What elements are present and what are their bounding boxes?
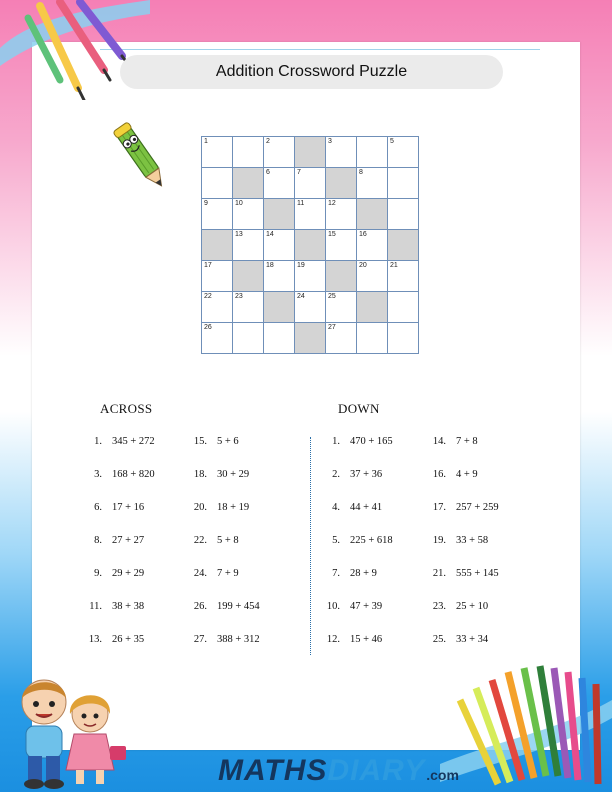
grid-cell[interactable]: [326, 292, 357, 323]
logo-part-maths: MATHS: [218, 754, 328, 787]
cell-number: 9: [204, 200, 208, 207]
cell-number: 24: [297, 293, 305, 300]
across-clue: [80, 469, 155, 480]
cell-number: 12: [328, 200, 336, 207]
cell-number: 19: [297, 262, 305, 269]
clue-number: 10.: [326, 601, 340, 612]
clue-number: 26.: [193, 601, 207, 612]
pencil-mascot-icon: [112, 118, 172, 200]
cell-number: 11: [297, 200, 305, 207]
across-clue: [185, 601, 260, 612]
grid-cell[interactable]: [357, 137, 388, 168]
cell-number: 14: [266, 231, 274, 238]
grid-cell[interactable]: [233, 292, 264, 323]
grid-cell[interactable]: [202, 168, 233, 199]
header-rule: [100, 49, 540, 50]
grid-cell-shaded: [326, 261, 357, 292]
down-clue: [318, 634, 382, 645]
cell-number: 26: [204, 324, 212, 331]
cell-number: 7: [297, 169, 301, 176]
grid-cell[interactable]: [264, 137, 295, 168]
down-clue: [318, 436, 393, 447]
cell-number: 17: [204, 262, 212, 269]
down-clue: [424, 469, 478, 480]
clue-expression: 27 + 27: [112, 535, 145, 546]
grid-cell[interactable]: [264, 261, 295, 292]
grid-cell[interactable]: [357, 168, 388, 199]
clue-number: 15.: [193, 436, 207, 447]
grid-cell[interactable]: [295, 168, 326, 199]
grid-cell[interactable]: [202, 292, 233, 323]
kids-illustration-icon: [6, 670, 134, 792]
grid-cell-shaded: [202, 230, 233, 261]
grid-cell[interactable]: [233, 137, 264, 168]
clue-expression: 257 + 259: [456, 502, 499, 513]
cell-number: 23: [235, 293, 243, 300]
cell-number: 15: [328, 231, 336, 238]
grid-cell-shaded: [233, 168, 264, 199]
grid-cell[interactable]: [202, 323, 233, 354]
grid-cell[interactable]: [326, 323, 357, 354]
down-clue: [424, 634, 488, 645]
grid-cell[interactable]: [326, 230, 357, 261]
cell-number: 21: [390, 262, 398, 269]
grid-cell[interactable]: [357, 261, 388, 292]
cell-number: 3: [328, 138, 332, 145]
grid-cell-shaded: [264, 199, 295, 230]
grid-cell-shaded: [295, 137, 326, 168]
clue-number: 1.: [94, 436, 102, 447]
cell-number: 6: [266, 169, 270, 176]
clue-expression: 25 + 10: [456, 601, 489, 612]
cell-number: 13: [235, 231, 243, 238]
cell-number: 22: [204, 293, 212, 300]
across-clue: [185, 436, 239, 447]
across-heading: ACROSS: [100, 401, 153, 416]
clue-number: 18.: [193, 469, 207, 480]
across-clue: [80, 634, 144, 645]
clue-number: 11.: [89, 601, 102, 612]
clue-number: 14.: [432, 436, 446, 447]
across-clue: [185, 535, 239, 546]
clue-expression: 44 + 41: [350, 502, 383, 513]
grid-cell[interactable]: [388, 199, 419, 230]
down-clue: [424, 436, 478, 447]
grid-cell-shaded: [357, 292, 388, 323]
grid-cell[interactable]: [357, 323, 388, 354]
clue-number: 21.: [432, 568, 446, 579]
cell-number: 16: [359, 231, 367, 238]
grid-cell-shaded: [233, 261, 264, 292]
clue-expression: 345 + 272: [112, 436, 155, 447]
clue-expression: 15 + 46: [350, 634, 383, 645]
clue-expression: 168 + 820: [112, 469, 155, 480]
clue-number: 9.: [94, 568, 102, 579]
grid-cell[interactable]: [357, 230, 388, 261]
clue-number: 5.: [332, 535, 340, 546]
clue-number: 19.: [432, 535, 446, 546]
grid-cell-shaded: [357, 199, 388, 230]
across-clue: [185, 634, 260, 645]
cell-number: 5: [390, 138, 394, 145]
clue-number: 27.: [193, 634, 207, 645]
grid-cell-shaded: [264, 292, 295, 323]
clue-expression: 470 + 165: [350, 436, 393, 447]
clue-number: 25.: [432, 634, 446, 645]
brand-logo: [218, 754, 459, 788]
cell-number: 10: [235, 200, 243, 207]
grid-cell[interactable]: [295, 199, 326, 230]
clue-expression: 388 + 312: [217, 634, 260, 645]
across-clue: [185, 568, 239, 579]
clue-number: 2.: [332, 469, 340, 480]
title-banner: [120, 55, 503, 89]
clue-expression: 38 + 38: [112, 601, 145, 612]
down-clue: [318, 568, 377, 579]
cell-number: 8: [359, 169, 363, 176]
clue-number: 24.: [193, 568, 207, 579]
down-clue: [318, 535, 393, 546]
cell-number: 27: [328, 324, 336, 331]
clue-number: 23.: [432, 601, 446, 612]
clue-number: 6.: [94, 502, 102, 513]
clue-expression: 33 + 34: [456, 634, 489, 645]
clue-expression: 7 + 8: [456, 436, 478, 447]
grid-cell[interactable]: [388, 168, 419, 199]
grid-cell[interactable]: [388, 261, 419, 292]
clue-number: 22.: [193, 535, 207, 546]
clue-expression: 4 + 9: [456, 469, 478, 480]
cell-number: 1: [204, 138, 208, 145]
down-clue: [424, 502, 499, 513]
page-title: Addition Crossword Puzzle: [215, 63, 408, 80]
across-clue: [185, 469, 249, 480]
clue-expression: 47 + 39: [350, 601, 383, 612]
across-clue: [80, 436, 155, 447]
clue-expression: 225 + 618: [350, 535, 393, 546]
grid-cell-shaded: [388, 230, 419, 261]
clue-expression: 199 + 454: [217, 601, 260, 612]
clue-expression: 29 + 29: [112, 568, 145, 579]
across-clue: [80, 601, 144, 612]
clue-expression: 17 + 16: [112, 502, 145, 513]
clue-expression: 18 + 19: [217, 502, 250, 513]
down-clue: [424, 568, 499, 579]
grid-cell-shaded: [295, 323, 326, 354]
down-clue: [424, 535, 488, 546]
across-clue: [80, 568, 144, 579]
clue-expression: 26 + 35: [112, 634, 145, 645]
crossword-grid: [201, 136, 419, 354]
cell-number: 2: [266, 138, 270, 145]
grid-cell[interactable]: [264, 230, 295, 261]
cell-number: 20: [359, 262, 367, 269]
grid-cell[interactable]: [295, 261, 326, 292]
cell-number: 18: [266, 262, 274, 269]
clue-number: 17.: [432, 502, 446, 513]
grid-cell[interactable]: [202, 199, 233, 230]
clue-expression: 7 + 9: [217, 568, 239, 579]
grid-cell[interactable]: [326, 199, 357, 230]
clue-expression: 28 + 9: [350, 568, 377, 579]
clue-number: 7.: [332, 568, 340, 579]
grid-cell[interactable]: [388, 323, 419, 354]
grid-cell[interactable]: [264, 323, 295, 354]
down-clue: [318, 469, 382, 480]
clue-expression: 5 + 8: [217, 535, 239, 546]
clue-number: 8.: [94, 535, 102, 546]
clue-number: 4.: [332, 502, 340, 513]
down-clue: [318, 502, 382, 513]
clue-expression: 33 + 58: [456, 535, 489, 546]
grid-cell[interactable]: [326, 137, 357, 168]
across-clue: [80, 535, 144, 546]
across-clue: [80, 502, 144, 513]
grid-cell[interactable]: [202, 261, 233, 292]
grid-cell[interactable]: [388, 137, 419, 168]
clue-number: 20.: [193, 502, 207, 513]
cell-number: 25: [328, 293, 336, 300]
down-heading: DOWN: [338, 401, 380, 416]
grid-cell[interactable]: [264, 168, 295, 199]
grid-cell[interactable]: [233, 323, 264, 354]
down-clue: [424, 601, 488, 612]
clue-number: 16.: [432, 469, 446, 480]
grid-cell[interactable]: [295, 292, 326, 323]
clue-expression: 30 + 29: [217, 469, 250, 480]
clue-expression: 37 + 36: [350, 469, 383, 480]
across-clue: [185, 502, 249, 513]
column-divider: [310, 437, 311, 655]
logo-part-com: .com: [426, 767, 459, 783]
grid-cell[interactable]: [388, 292, 419, 323]
clue-number: 1.: [332, 436, 340, 447]
logo-part-diary: DIARY: [327, 754, 426, 787]
grid-cell[interactable]: [233, 230, 264, 261]
grid-cell-shaded: [295, 230, 326, 261]
clue-expression: 555 + 145: [456, 568, 499, 579]
grid-cell-shaded: [326, 168, 357, 199]
clue-number: 12.: [326, 634, 340, 645]
colored-pencils-icon: [440, 660, 612, 792]
grid-cell[interactable]: [233, 199, 264, 230]
clue-number: 13.: [88, 634, 102, 645]
clue-number: 3.: [94, 469, 102, 480]
clue-expression: 5 + 6: [217, 436, 239, 447]
down-clue: [318, 601, 382, 612]
grid-cell[interactable]: [202, 137, 233, 168]
